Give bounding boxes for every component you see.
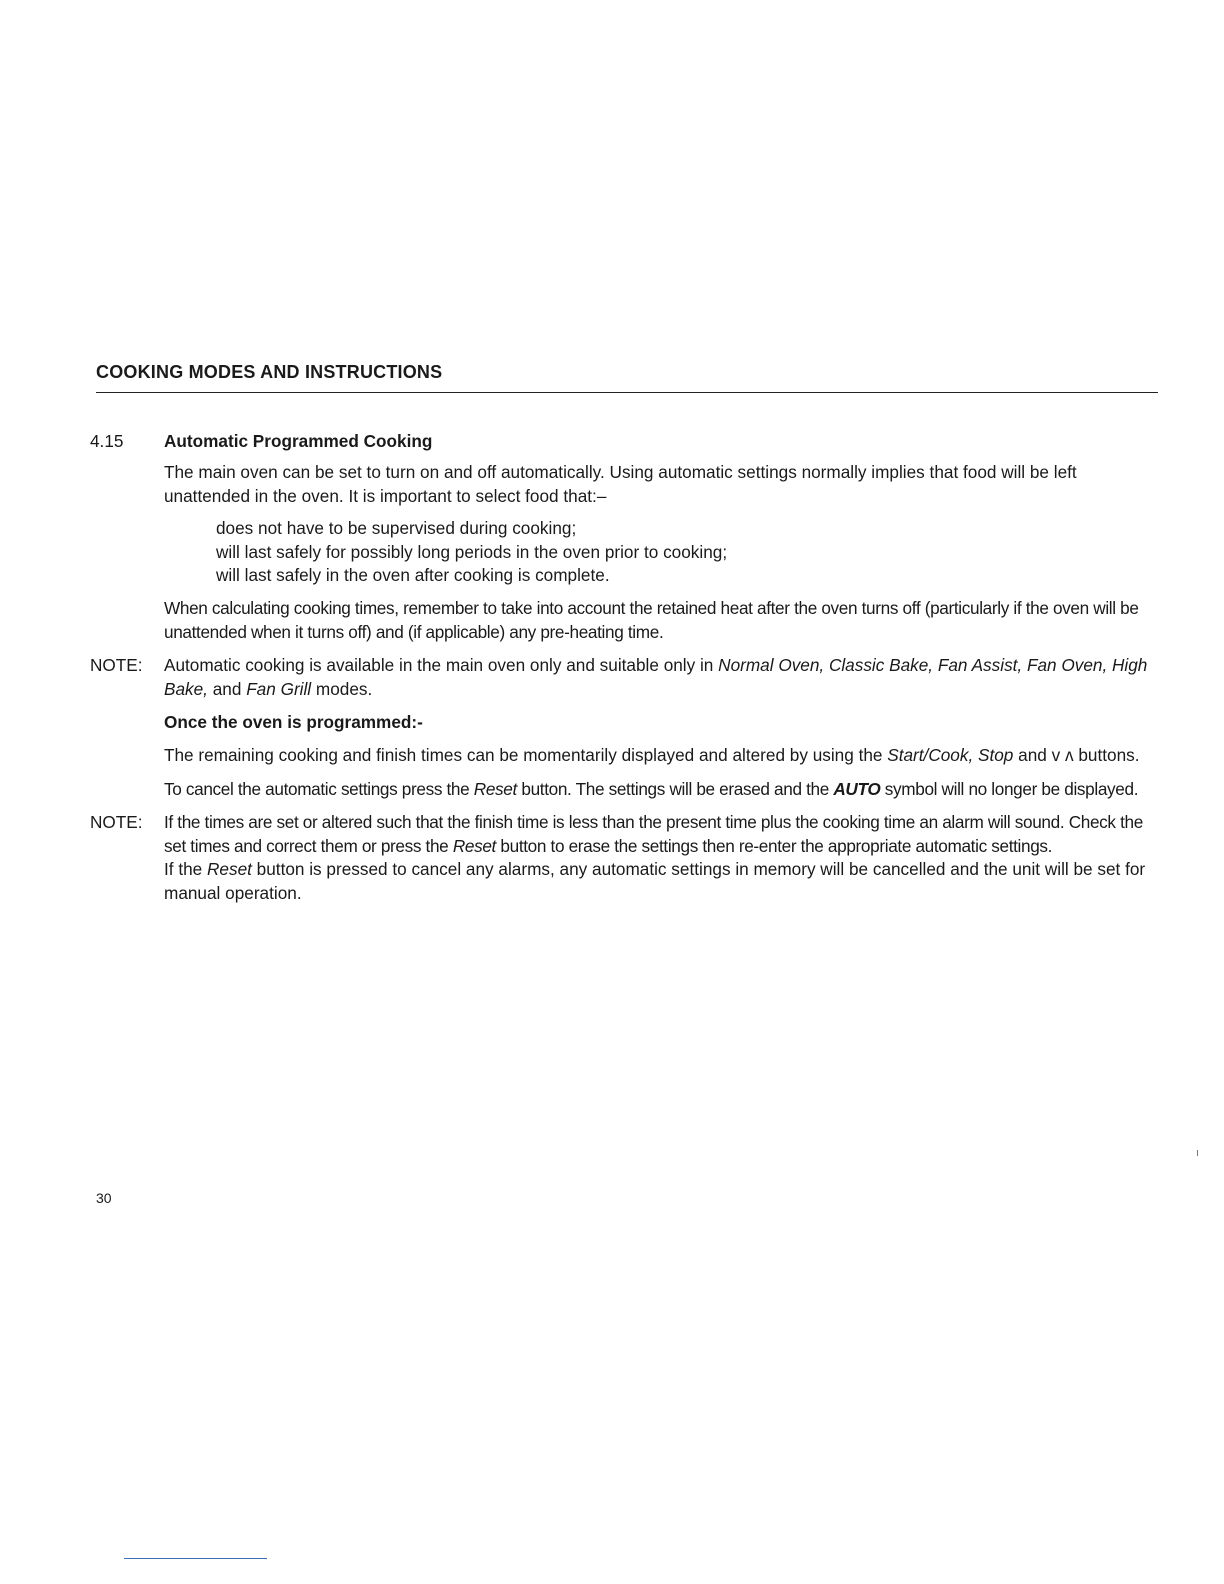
cooking-time-paragraph: When calculating cooking times, remember to take into account the retained heat after the oven turns off (particularly if the oven will be unattended when it turns off) and (if applicable) any pre-heating time. (164, 598, 1139, 642)
reset-text-b: button is pressed to cancel any alarms, any automatic settings in memory will be cancelled and the unit will be set for manual operation. (164, 859, 1146, 903)
remaining-text-b: and (1013, 745, 1052, 766)
reset-alarm-paragraph (164, 858, 1160, 905)
food-requirements-list (164, 517, 1160, 587)
modes-text-b: and (207, 678, 247, 699)
start-stop-buttons-ref: Start/Cook, Stop (887, 745, 1014, 766)
section-body (164, 430, 1160, 644)
note-label: NOTE: (90, 812, 143, 833)
list-item: does not have to be supervised during cooking; (216, 518, 577, 539)
cancel-paragraph (164, 778, 1160, 801)
reset-button-ref: Reset (452, 835, 496, 856)
alarm-text-b: button to erase the settings then re-enter the appropriate automatic settings. (495, 835, 1053, 856)
list-item: will last safely in the oven after cooking is complete. (216, 565, 610, 586)
reset-text-a: If the (164, 859, 207, 880)
section-number: 4.15 (90, 431, 124, 451)
cancel-text-a: To cancel the automatic settings press the (164, 778, 474, 799)
header-rule (96, 392, 1158, 393)
alarm-paragraph (164, 811, 1160, 858)
section-title: COOKING MODES AND INSTRUCTIONS (96, 362, 443, 382)
auto-symbol-ref: AUTO (833, 778, 881, 799)
modes-text-a: Automatic cooking is available in the main oven only and suitable only in (164, 655, 719, 676)
page-number: 30 (96, 1190, 112, 1206)
section-4-15 (90, 430, 1160, 644)
note-label: NOTE: (90, 655, 143, 676)
main-content (90, 430, 1160, 905)
modes-list-b: Fan Grill (246, 678, 312, 699)
remaining-text-a: The remaining cooking and finish times can be momentarily displayed and altered by using the (164, 745, 888, 766)
modes-text-c: modes. (311, 678, 373, 699)
programmed-heading: Once the oven is programmed:- (164, 712, 423, 733)
alarm-text-a: If the times are set or altered such that the finish time is less than the present time plus the cooking time an alarm will sound. Check the set times and correct them or press the (164, 812, 1143, 856)
list-item: will last safely for possibly long periods in the oven prior to cooking; (216, 541, 728, 562)
intro-paragraph: The main oven can be set to turn on and off automatically. Using automatic settings normally implies that food will be left unattended in the oven. It is important to select food that:– (164, 462, 1077, 506)
cancel-text-b: button. The settings will be erased and the (516, 778, 834, 799)
modes-paragraph (164, 654, 1160, 701)
note-alarm (90, 811, 1160, 905)
note-body (164, 811, 1160, 905)
note-body (164, 654, 1160, 801)
arrow-buttons-ref: v ʌ (1051, 745, 1074, 766)
bottom-rule (124, 1558, 267, 1559)
page-header (96, 360, 1158, 393)
note-automatic-cooking (90, 654, 1160, 801)
remaining-times-paragraph (164, 744, 1160, 767)
remaining-text-c: buttons. (1073, 745, 1140, 766)
section-heading: Automatic Programmed Cooking (164, 431, 433, 451)
modes-list-a: Normal Oven, Classic Bake, Fan Assist, Fan Oven, High Bake, (164, 655, 1148, 699)
reset-button-ref: Reset (473, 778, 517, 799)
scan-mark (1197, 1150, 1198, 1156)
reset-button-ref: Reset (207, 859, 252, 880)
cancel-text-c: symbol will no longer be displayed. (880, 778, 1139, 799)
